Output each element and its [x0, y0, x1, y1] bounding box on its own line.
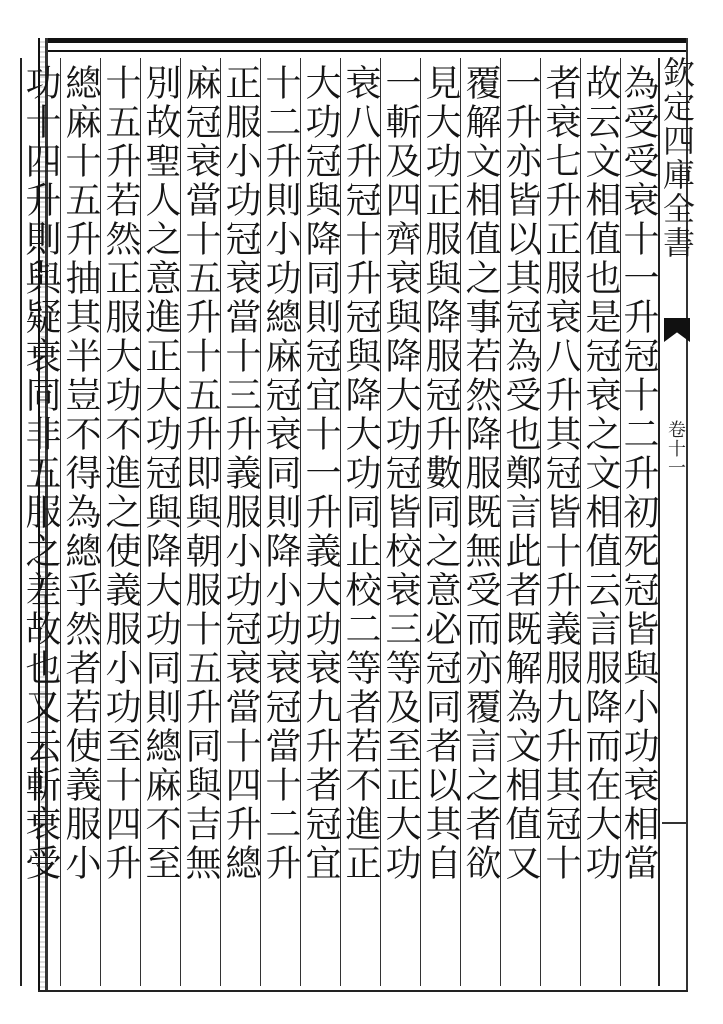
text-column-2: 故云文相值也是冠衰之文相值云言服降而在大功: [580, 58, 620, 986]
text-column-4: 一升亦皆以其冠為受也鄭言此者既解為文相值又: [500, 58, 540, 986]
volume-label: 卷十一: [665, 420, 686, 477]
text-column-12: 麻冠衰當十五升十五升即與朝服十五升同與吉無: [180, 58, 220, 986]
bottom-border: [38, 990, 688, 992]
text-column-9: 大功冠與降同則冠宜十一升義大功衰九升者冠宜: [300, 58, 340, 986]
text-column-16: 功十四升則與疑衰同非五服之差故也又云斬衰受: [20, 58, 60, 986]
text-column-8: 衰八升冠十升冠與降大功同止校二等者若不進正: [340, 58, 380, 986]
text-column-11: 正服小功冠衰當十三升義服小功冠衰當十四升總: [220, 58, 260, 986]
text-column-14: 十五升若然正服大功不進之使義服小功至十四升: [100, 58, 140, 986]
collection-title: 欽定四庫全書: [658, 56, 696, 260]
text-column-6: 見大功正服與降服冠升數同之意必冠同者以其自: [420, 58, 460, 986]
fish-tail-mark: [664, 318, 690, 342]
text-column-15: 總麻十五升抽其半豈不得為總乎然者若使義服小: [60, 58, 100, 986]
top-border: [38, 38, 688, 52]
text-column-10: 十二升則小功總麻冠衰同則降小功衰冠當十二升: [260, 58, 300, 986]
text-body: [20, 58, 660, 986]
text-column-13: 別故聖人之意進正大功冠與降大功同則總麻不至: [140, 58, 180, 986]
text-column-3: 者衰七升正服衰八升其冠皆十升義服九升其冠十: [540, 58, 580, 986]
text-column-1: 為受受衰十一升冠十二升初死冠皆與小功衰相當: [620, 58, 660, 986]
margin-tick: [662, 822, 686, 824]
text-column-5: 覆解文相值之事若然降服既無受而亦覆言之者欲: [460, 58, 500, 986]
text-column-7: 一斬及四齊衰與降大功冠皆校衰三等及至正大功: [380, 58, 420, 986]
